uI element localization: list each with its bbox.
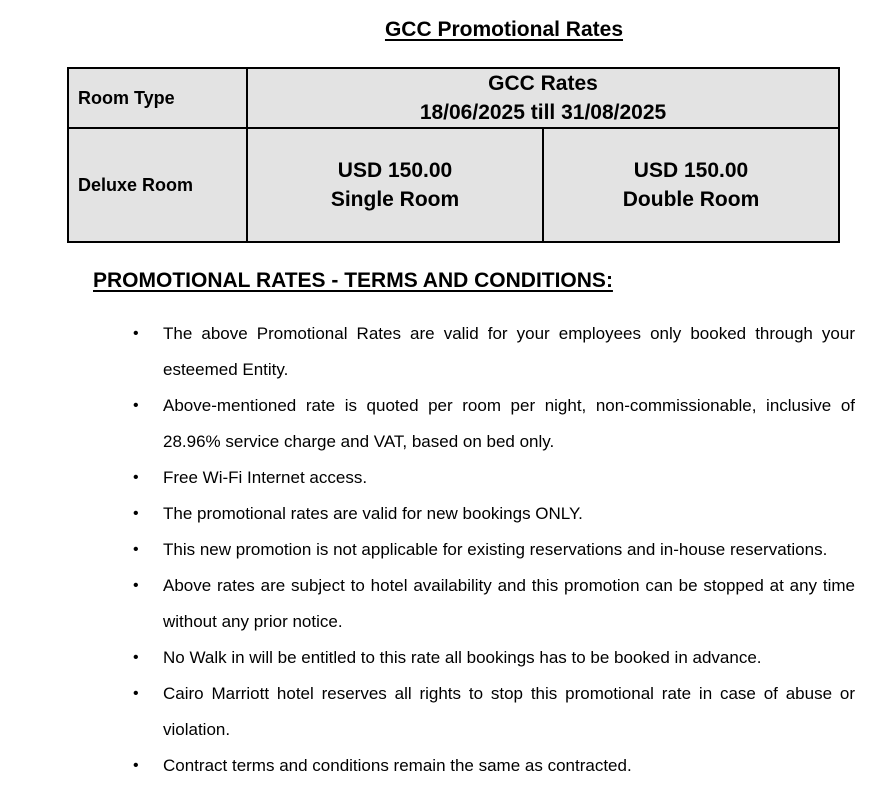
bullet-icon: • [133,505,139,522]
bullet-icon: • [133,577,139,594]
terms-list [133,316,855,784]
term-text: Cairo Marriott hotel reserves all rights to stop this promotional rate in case of abuse or violation. [163,684,855,739]
term-text: This new promotion is not applicable for existing reservations and in-house reservations. [163,540,828,559]
rates-table [67,67,840,243]
list-item [133,640,855,676]
bullet-icon: • [133,685,139,702]
term-text: The promotional rates are valid for new bookings ONLY. [163,504,583,523]
double-occupancy: Double Room [622,188,760,211]
bullet-icon: • [133,397,139,414]
table-row [68,128,839,242]
bullet-icon: • [133,757,139,774]
bullet-icon: • [133,325,139,342]
list-item [133,568,855,640]
single-rate-cell [247,128,543,242]
list-item [133,748,855,784]
room-type-header: Room Type [68,68,247,128]
term-text: Above-mentioned rate is quoted per room per night, non-commissionable, inclusive of 28.96% service charge and VAT, based on bed only. [163,396,855,451]
double-price: USD 150.00 [633,159,749,182]
single-price: USD 150.00 [337,159,453,182]
rates-heading: GCC Rates [488,72,598,95]
list-item [133,316,855,388]
room-name-cell: Deluxe Room [68,128,247,242]
list-item [133,388,855,460]
terms-heading: PROMOTIONAL RATES - TERMS AND CONDITIONS: [93,269,613,292]
term-text: Contract terms and conditions remain the same as contracted. [163,756,632,775]
table-header-row [68,68,839,128]
term-text: Free Wi-Fi Internet access. [163,468,368,487]
term-text: No Walk in will be entitled to this rate all bookings has to be booked in advance. [163,648,762,667]
list-item [133,460,855,496]
list-item [133,496,855,532]
date-range: 18/06/2025 till 31/08/2025 [419,101,667,124]
bullet-icon: • [133,541,139,558]
list-item [133,676,855,748]
rates-header-cell [247,68,839,128]
bullet-icon: • [133,649,139,666]
single-occupancy: Single Room [330,188,460,211]
page-title: GCC Promotional Rates [384,18,624,41]
double-rate-cell [543,128,839,242]
bullet-icon: • [133,469,139,486]
list-item [133,532,855,568]
term-text: Above rates are subject to hotel availability and this promotion can be stopped at any time without any prior notice. [163,576,855,631]
term-text: The above Promotional Rates are valid for your employees only booked through your esteemed Entity. [163,324,855,379]
